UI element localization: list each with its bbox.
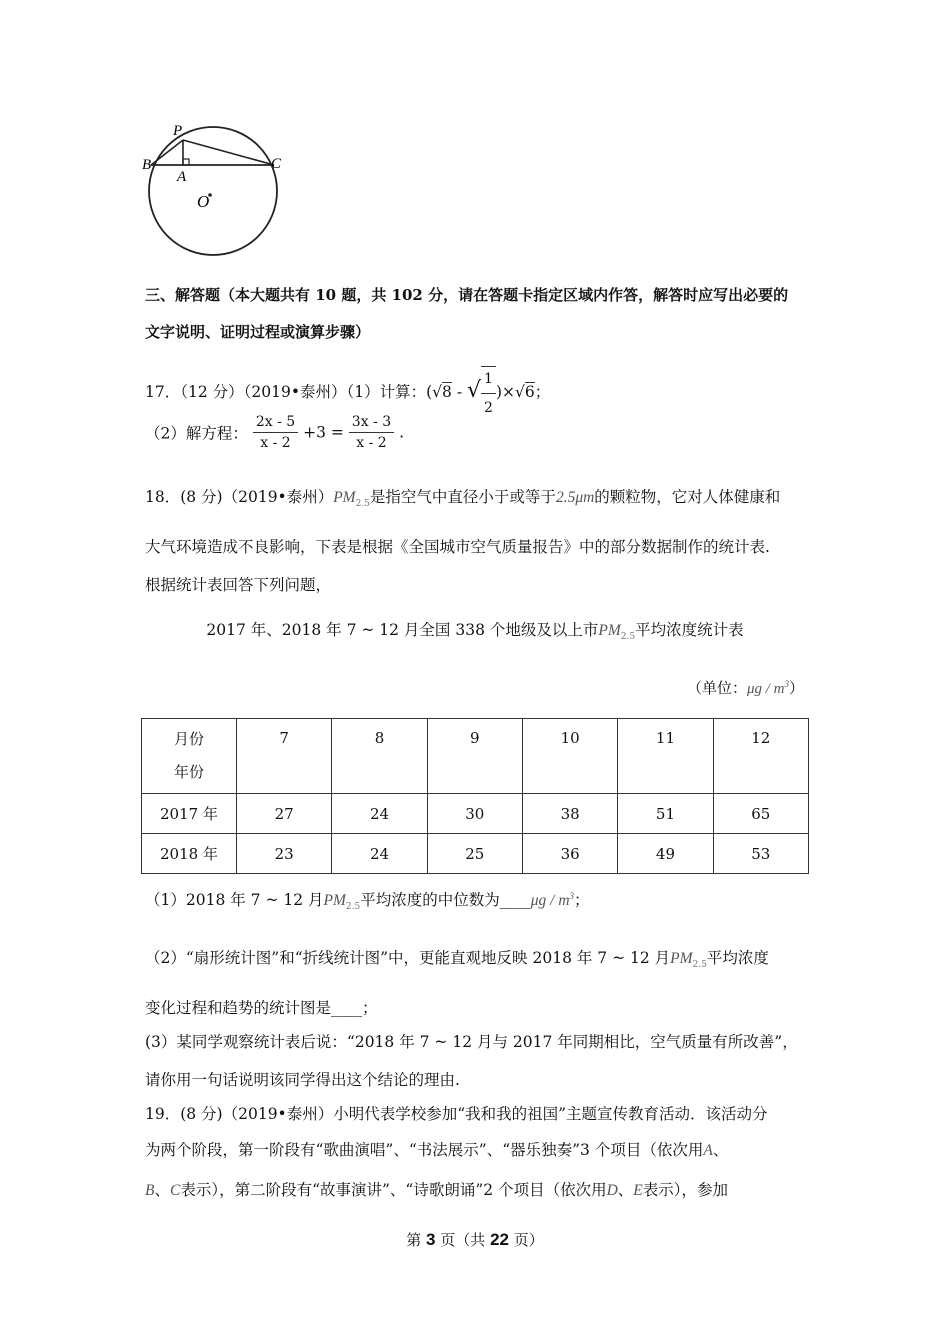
q18-line2: 大气环境造成不良影响，下表是根据《全国城市空气质量报告》中的部分数据制作的统计表.: [145, 538, 770, 556]
segment-pc: [183, 140, 274, 165]
footer-prefix: 第: [406, 1231, 422, 1249]
month-cell: 10: [522, 719, 617, 794]
expr-minus: -: [451, 383, 467, 401]
table-title-a: 2017 年、2018 年 7 ~ 12 月全国 338 个地级及以上市: [206, 621, 599, 639]
header-month: 月份: [173, 730, 204, 748]
sqrt-symbol-2: √: [467, 378, 482, 403]
year-cell: 2017 年: [142, 794, 237, 834]
unit-prefix: （单位：: [686, 679, 747, 697]
sub2-b: 平均浓度: [706, 949, 769, 967]
q19-line3: [145, 1178, 728, 1200]
eq-left-frac: [253, 414, 298, 451]
footer-total: 22: [490, 1230, 509, 1249]
month-cell: 8: [332, 719, 427, 794]
table-header-row: [142, 719, 809, 794]
eq-left-num: 2x - 5: [253, 414, 298, 433]
value-cell: 38: [522, 794, 617, 834]
value-cell: 49: [618, 834, 713, 874]
unit-value: μg / m: [746, 681, 785, 697]
circle-o: [149, 127, 277, 255]
label-a: A: [177, 169, 187, 185]
q18-line3: 根据统计表回答下列问题，: [145, 576, 332, 594]
month-cell: 12: [713, 719, 808, 794]
q19-sep: 、: [617, 1181, 634, 1199]
q19-var-d: D: [606, 1182, 618, 1199]
table-row: [142, 794, 809, 834]
expr-end: ；: [534, 383, 551, 401]
table-title-pm: PM: [598, 622, 621, 639]
sub2-pm-sub: 2.5: [692, 960, 707, 970]
value-cell: 24: [332, 794, 427, 834]
footer-page: 3: [426, 1230, 436, 1249]
section-title-line2: 文字说明、证明过程或演算步骤）: [145, 323, 371, 341]
label-c: C: [271, 156, 282, 172]
pm25-table: [141, 718, 809, 874]
value-cell: 51: [618, 794, 713, 834]
value-cell: 65: [713, 794, 808, 834]
eq-right-den: x - 2: [356, 435, 387, 451]
frac-num: 1: [481, 367, 496, 394]
q19-l3-mid: 表示），第二阶段有“故事演讲”、“诗歌朗诵”2 个项目（依次用: [180, 1181, 607, 1199]
footer-mid: 页（共: [440, 1231, 486, 1249]
q19-sep: 、: [154, 1181, 170, 1199]
q18-sub2-line2: 变化过程和趋势的统计图是____；: [145, 999, 378, 1017]
label-o: O: [197, 192, 210, 211]
label-b: B: [142, 157, 152, 173]
pm-term: PM: [333, 489, 356, 506]
month-cell: 7: [237, 719, 332, 794]
q19-l3-end: 表示），参加: [642, 1181, 729, 1199]
particle-size: 2.5μm: [555, 489, 595, 506]
sub1-b: 平均浓度的中位数为____: [360, 891, 531, 909]
sub1-end: ；: [574, 891, 590, 909]
eq-plus3: +3 =: [303, 423, 344, 442]
sub1-pm: PM: [323, 892, 346, 909]
q18-line1: [145, 485, 780, 509]
page-footer: [0, 1229, 950, 1250]
table-title: [0, 618, 950, 642]
sub2-a: （2）“扇形统计图”和“折线统计图”中，更能直观地反映 2018 年 7 ~ 12 月: [145, 949, 671, 967]
unit-suffix: ）: [788, 679, 804, 697]
q18-l1-mid: 是指空气中直径小于或等于: [369, 488, 556, 506]
value-cell: 23: [237, 834, 332, 874]
q18-sub3-line1: (3）某同学观察统计表后说：“2018 年 7 ~ 12 月与 2017 年同期相比，空气质量有所改善”，: [145, 1033, 798, 1051]
eq-right-frac: [349, 414, 394, 451]
table-title-pm-sub: 2.5: [620, 632, 636, 642]
q17-line2: [145, 414, 404, 451]
sub1-unit-sup: 3: [569, 890, 575, 901]
circle-figure: [138, 118, 298, 263]
sub1-unit: μg / m: [530, 892, 570, 909]
q19-var-c: C: [169, 1182, 181, 1199]
table-row: [142, 834, 809, 874]
q19-sep: 、: [712, 1141, 729, 1159]
month-cell: 9: [427, 719, 522, 794]
label-p: P: [173, 123, 183, 139]
q18-sub3-line2: 请你用一句话说明该同学得出这个结论的理由.: [145, 1071, 460, 1089]
expr-open: (: [426, 383, 433, 401]
frac-half: [481, 366, 496, 420]
segment-pb: [151, 140, 183, 165]
q18-sub1: [145, 888, 590, 912]
frac-den: 2: [484, 400, 493, 416]
q18-l1-end: 的颗粒物，它对人体健康和: [594, 488, 781, 506]
sqrt-symbol: √: [432, 383, 443, 401]
q17-prefix: 17．（12 分）（2019•泰州）（1）计算：: [145, 383, 427, 401]
value-cell: 25: [427, 834, 522, 874]
q19-line2: [145, 1138, 728, 1160]
sqrt-radicand-1: 8: [442, 383, 452, 401]
unit-sup: 3: [784, 679, 789, 689]
q18-sub2: [145, 946, 769, 970]
q19-line1: 19．(8 分)（2019•泰州）小明代表学校参加“我和我的祖国”主题宣传教育活动．该活动分: [145, 1105, 768, 1123]
table-corner-cell: [142, 719, 237, 794]
q19-var-b: B: [145, 1182, 155, 1199]
year-cell: 2018 年: [142, 834, 237, 874]
q17-expr: [426, 371, 551, 416]
q19-var-a: A: [703, 1142, 713, 1159]
expr-close: )×: [495, 383, 515, 401]
sqrt-symbol-3: √: [515, 383, 525, 401]
pm-sub: 2.5: [355, 499, 370, 509]
sub1-a: （1）2018 年 7 ~ 12 月: [145, 891, 324, 909]
table-title-b: 平均浓度统计表: [635, 621, 744, 639]
eq-end: .: [399, 423, 405, 442]
value-cell: 53: [713, 834, 808, 874]
q18-prefix: 18．(8 分)（2019•泰州）: [145, 488, 334, 506]
q17-part2-prefix: （2）解方程：: [145, 424, 248, 443]
month-cell: 11: [618, 719, 713, 794]
section-title-line1: 三、解答题（本大题共有 10 题，共 102 分，请在答题卡指定区域内作答，解答时应写出必要的: [145, 286, 789, 304]
q19-var-e: E: [633, 1182, 643, 1199]
sub1-pm-sub: 2.5: [345, 902, 361, 912]
value-cell: 27: [237, 794, 332, 834]
eq-left-den: x - 2: [260, 435, 291, 451]
value-cell: 36: [522, 834, 617, 874]
q19-l2-a: 为两个阶段，第一阶段有“歌曲演唱”、“书法展示”、“器乐独奏”3 个项目（依次用: [145, 1141, 704, 1159]
footer-suffix: 页）: [513, 1231, 544, 1249]
header-year: 年份: [173, 763, 204, 781]
q17-line1: [145, 366, 550, 420]
eq-right-num: 3x - 3: [349, 414, 394, 433]
unit-label: [687, 677, 804, 698]
sub2-pm: PM: [670, 950, 693, 967]
value-cell: 24: [332, 834, 427, 874]
value-cell: 30: [427, 794, 522, 834]
sqrt-radicand-2: 6: [524, 383, 535, 401]
